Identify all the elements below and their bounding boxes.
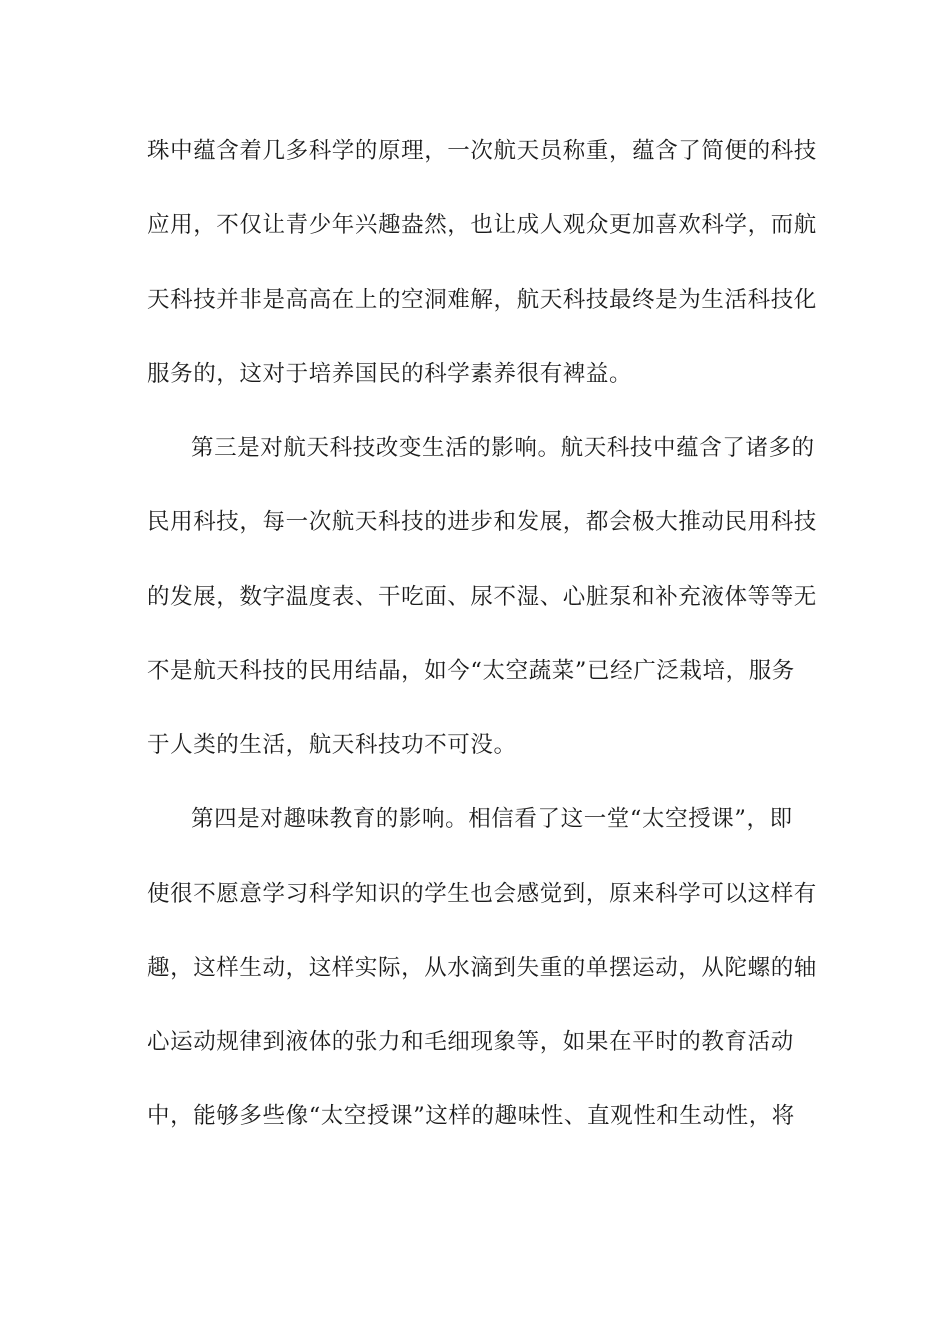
text-line: 天科技并非是高高在上的空洞难解，航天科技最终是为生活科技化 xyxy=(147,287,817,313)
text-line: 心运动规律到液体的张力和毛细现象等，如果在平时的教育活动 xyxy=(147,1029,794,1055)
text-line: 于人类的生活，航天科技功不可没。 xyxy=(147,732,517,758)
paragraph-first-line: 第三是对航天科技改变生活的影响。航天科技中蕴含了诸多的 xyxy=(191,435,815,461)
text-line: 使很不愿意学习科学知识的学生也会感觉到，原来科学可以这样有 xyxy=(147,881,817,907)
text-line: 的发展，数字温度表、干吃面、尿不湿、心脏泵和补充液体等等无 xyxy=(147,584,817,610)
text-line: 珠中蕴含着几多科学的原理，一次航天员称重，蕴含了简便的科技 xyxy=(147,138,817,164)
text-line: 趣，这样生动，这样实际，从水滴到失重的单摆运动，从陀螺的轴 xyxy=(147,955,817,981)
paragraph-first-line: 第四是对趣味教育的影响。相信看了这一堂“太空授课”，即 xyxy=(191,806,793,832)
text-line: 中，能够多些像“太空授课”这样的趣味性、直观性和生动性，将 xyxy=(147,1103,795,1129)
text-line: 民用科技，每一次航天科技的进步和发展，都会极大推动民用科技 xyxy=(147,509,817,535)
text-line: 服务的，这对于培养国民的科学素养很有裨益。 xyxy=(147,361,633,387)
text-line: 不是航天科技的民用结晶，如今“太空蔬菜”已经广泛栽培，服务 xyxy=(147,658,795,684)
text-line: 应用，不仅让青少年兴趣盎然，也让成人观众更加喜欢科学，而航 xyxy=(147,212,817,238)
